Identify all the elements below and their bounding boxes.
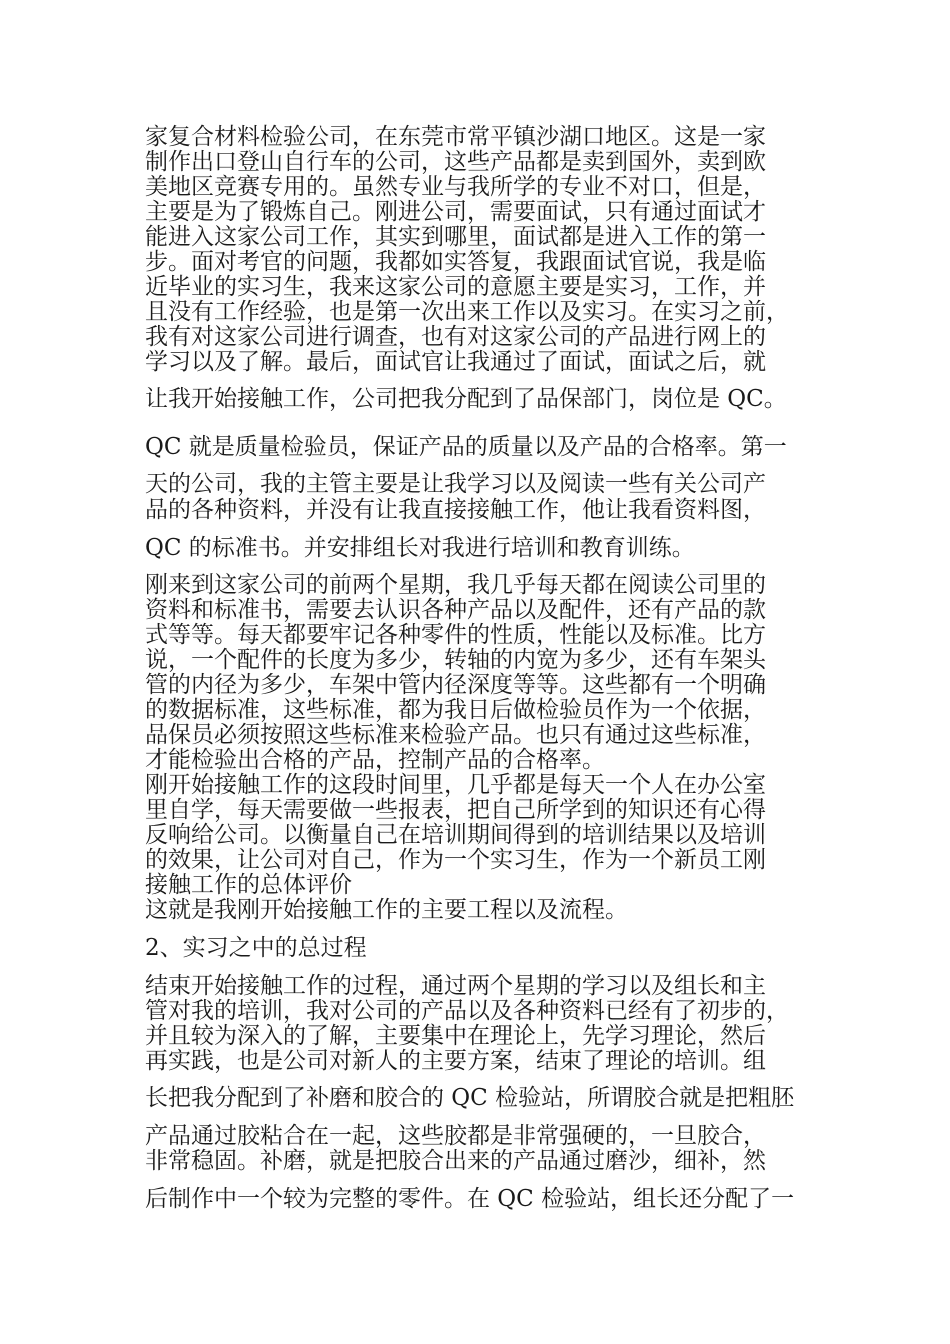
text-line: 的数据标准，这些标准，都为我日后做检验员作为一个依据， [145, 697, 766, 723]
text-line: 这就是我刚开始接触工作的主要工程以及流程。 [145, 897, 628, 923]
text-line: 再实践，也是公司对新人的主要方案，结束了理论的培训。组 [145, 1048, 766, 1074]
text-line: 的效果，让公司对自己，作为一个实习生，作为一个新员工刚 [145, 847, 766, 873]
text-line: 刚来到这家公司的前两个星期，我几乎每天都在阅读公司里的 [145, 572, 766, 598]
text-line: 管的内径为多少，车架中管内径深度等等。这些都有一个明确 [145, 672, 766, 698]
text-line: 学习以及了解。最后，面试官让我通过了面试，面试之后，就 [145, 349, 766, 375]
text-line: 非常稳固。补磨，就是把胶合出来的产品通过磨沙，细补，然 [145, 1148, 766, 1174]
text-line: QC 的标准书。并安排组长对我进行培训和教育训练。 [145, 535, 695, 561]
text-line: 家复合材料检验公司，在东莞市常平镇沙湖口地区。这是一家 [145, 124, 766, 150]
text-line: 我有对这家公司进行调查，也有对这家公司的产品进行网上的 [145, 324, 766, 350]
text-line: 反响给公司。以衡量自己在培训期间得到的培训结果以及培训 [145, 822, 766, 848]
text-line: 里自学，每天需要做一些报表，把自己所学到的知识还有心得 [145, 797, 766, 823]
text-line: 且没有工作经验，也是第一次出来工作以及实习。在实习之前， [145, 299, 789, 325]
text-line: 管对我的培训，我对公司的产品以及各种资料已经有了初步的， [145, 998, 789, 1024]
text-line: 式等等。每天都要牢记各种零件的性质，性能以及标准。比方 [145, 622, 766, 648]
text-line: 制作出口登山自行车的公司，这些产品都是卖到国外，卖到欧 [145, 149, 766, 175]
text-line: 品保员必须按照这些标准来检验产品。也只有通过这些标准， [145, 722, 766, 748]
text-line: 后制作中一个较为完整的零件。在 QC 检验站，组长还分配了一 [145, 1186, 795, 1212]
text-line: 刚开始接触工作的这段时间里，几乎都是每天一个人在办公室 [145, 772, 766, 798]
text-line: 说，一个配件的长度为多少，转轴的内宽为多少，还有车架头 [145, 647, 766, 673]
text-line: 品的各种资料，并没有让我直接接触工作，他让我看资料图， [145, 497, 766, 523]
section-heading: 2、实习之中的总过程 [145, 935, 367, 961]
text-line: 天的公司，我的主管主要是让我学习以及阅读一些有关公司产 [145, 471, 766, 497]
text-line: QC 就是质量检验员，保证产品的质量以及产品的合格率。第一 [145, 434, 787, 460]
text-line: 资料和标准书，需要去认识各种产品以及配件，还有产品的款 [145, 597, 766, 623]
text-line: 产品通过胶粘合在一起，这些胶都是非常强硬的，一旦胶合， [145, 1123, 766, 1149]
text-line: 并且较为深入的了解，主要集中在理论上，先学习理论，然后 [145, 1023, 766, 1049]
text-line: 接触工作的总体评价 [145, 872, 352, 898]
text-line: 结束开始接触工作的过程，通过两个星期的学习以及组长和主 [145, 973, 766, 999]
text-line: 主要是为了锻炼自己。刚进公司，需要面试，只有通过面试才 [145, 199, 766, 225]
text-line: 让我开始接触工作，公司把我分配到了品保部门，岗位是 QC。 [145, 386, 787, 412]
text-line: 美地区竞赛专用的。虽然专业与我所学的专业不对口，但是， [145, 174, 766, 200]
text-line: 能进入这家公司工作，其实到哪里，面试都是进入工作的第一 [145, 224, 766, 250]
text-line: 长把我分配到了补磨和胶合的 QC 检验站，所谓胶合就是把粗胚 [145, 1085, 795, 1111]
text-line: 近毕业的实习生，我来这家公司的意愿主要是实习，工作，并 [145, 274, 766, 300]
text-line: 步。面对考官的问题，我都如实答复，我跟面试官说，我是临 [145, 249, 766, 275]
text-line: 才能检验出合格的产品，控制产品的合格率。 [145, 747, 605, 773]
